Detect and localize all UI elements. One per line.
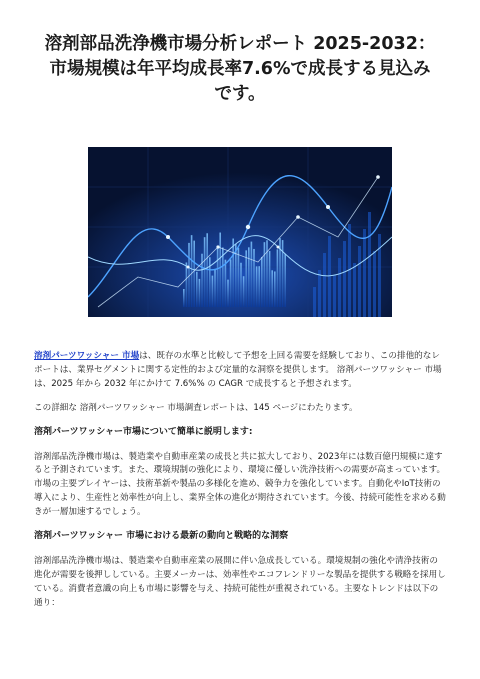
decor-bar bbox=[256, 266, 258, 307]
decor-bar-right bbox=[328, 236, 331, 317]
decor-bar-right bbox=[338, 258, 341, 317]
section-heading-trends: 溶剤パーツワッシャー 市場における最新の動向と戦略的な洞察 bbox=[34, 531, 289, 542]
decor-bar bbox=[258, 266, 260, 307]
decor-bar bbox=[214, 269, 216, 307]
hero-background bbox=[88, 147, 392, 317]
decor-bar-right bbox=[353, 263, 356, 317]
decor-bar-right bbox=[343, 241, 346, 317]
title-line-3: です。 bbox=[214, 84, 266, 104]
decor-bar bbox=[217, 246, 219, 307]
decor-bar bbox=[248, 247, 250, 307]
title-line-1: 溶剤部品洗浄機市場分析レポート 2025-2032： bbox=[44, 34, 436, 54]
decor-bar bbox=[204, 237, 206, 307]
intro-paragraph bbox=[34, 350, 446, 392]
section-heading-overview: 溶剤パーツワッシャー市場について簡単に説明します: bbox=[34, 426, 253, 437]
decor-bar bbox=[282, 240, 284, 307]
decor-bar bbox=[277, 249, 279, 307]
decor-bar bbox=[219, 233, 221, 307]
decor-bar bbox=[186, 262, 188, 307]
decor-bar bbox=[212, 276, 214, 307]
decor-bar bbox=[238, 248, 240, 307]
decor-bar-right bbox=[323, 253, 326, 317]
decor-bar-right bbox=[333, 275, 336, 317]
decor-bar bbox=[274, 271, 276, 307]
decor-bar bbox=[243, 276, 245, 307]
decor-bar bbox=[269, 251, 271, 307]
decor-bar bbox=[266, 240, 268, 307]
decor-bar-right bbox=[368, 212, 371, 317]
decor-bar bbox=[271, 270, 273, 307]
section-body-trends: 溶剤部品洗浄機市場は、製造業や自動車産業の展開に伴い急成長している。環境規制の強化や清浄技術の進化が需要を後押ししている。主要メーカーは、効率性やエコフレンドリーな製品を提供する戦略を採用している。消費者意識の向上も市場に影響を与え、持続可能性が重視されている。主要なトレンドは以下の通り： bbox=[34, 555, 446, 608]
decor-bar bbox=[251, 242, 253, 307]
decor-bar bbox=[193, 241, 195, 307]
decor-bar bbox=[264, 242, 266, 307]
decor-bar bbox=[261, 257, 263, 307]
decor-bar bbox=[232, 239, 234, 307]
title-line-2: 市場規模は年平均成長率7.6%で成長する見込み bbox=[49, 59, 431, 79]
decor-bar-right bbox=[318, 270, 321, 317]
decor-bar bbox=[227, 280, 229, 307]
decor-bar bbox=[284, 254, 286, 307]
decor-bar bbox=[199, 279, 201, 307]
decor-bar bbox=[191, 235, 193, 307]
decor-bar bbox=[201, 254, 203, 307]
decor-bar bbox=[245, 250, 247, 307]
decor-bar bbox=[230, 259, 232, 307]
market-link[interactable]: 溶剤パーツワッシャー 市場 bbox=[34, 351, 140, 361]
decor-bar-right bbox=[363, 229, 366, 317]
decor-bar-right bbox=[378, 234, 381, 317]
intro-text: は、既存の水準と比較して予想を上回る需要を経験しており、この排他的なレポートは、業界セグメントに関する定性的および定量的な洞察を提供します。 溶剤パーツワッシャー 市場は、2025 年から 2032 年にかけて 7.6%% の CAGR で成長すると予想されます。 bbox=[34, 351, 442, 389]
pages-note: この詳細な 溶剤パーツワッシャー 市場調査レポートは、145 ページにわたります。 bbox=[34, 402, 358, 413]
decor-bar bbox=[209, 257, 211, 307]
page-title bbox=[24, 32, 456, 107]
decor-bar-right bbox=[373, 251, 376, 317]
decor-bar-right bbox=[313, 287, 316, 317]
financial-chart-illustration-icon bbox=[88, 147, 392, 317]
decor-bar bbox=[240, 263, 242, 307]
decor-bar bbox=[183, 289, 185, 307]
section-body-overview: 溶剤部品洗浄機市場は、製造業や自動車産業の成長と共に拡大しており、2023年には数百億円規模に達すると予測されています。また、環境規制の強化により、環境に優しい洗浄技術への需要が高まっています。市場の主要プレイヤーは、技術革新や製品の多様化を進め、競争力を強化しています。自動化やIoT技術の導入により、生産性と効率性が向上し、業界全体の進化が期待されています。今後、持続可能性を求める動きが一層加速するでしょう。 bbox=[34, 451, 446, 518]
article-body bbox=[34, 350, 446, 621]
decor-bar-right bbox=[358, 246, 361, 317]
decor-bar bbox=[225, 260, 227, 307]
decor-bar bbox=[253, 249, 255, 307]
hero-image bbox=[88, 147, 392, 317]
decor-bar bbox=[196, 272, 198, 307]
